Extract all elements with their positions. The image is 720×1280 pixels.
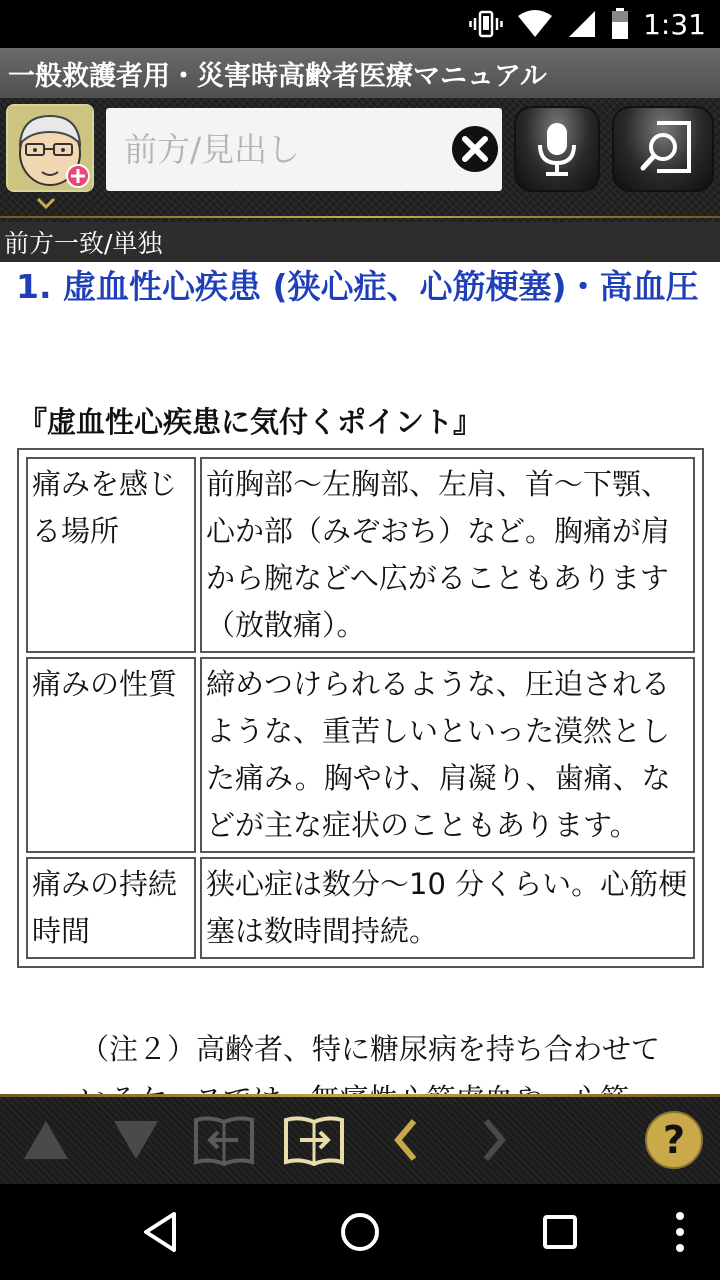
search-field[interactable] <box>106 108 502 191</box>
table-cell-value: 締めつけられるような、圧迫されるような、重苦しいといった漠然とした痛み。胸やけ、肩凝り、歯痛、などが主な症状のこともあります。 <box>200 657 695 853</box>
table-cell-label: 痛みの持続時間 <box>26 857 196 959</box>
article-note: （注２）高齢者、特に糖尿病を持ち合わせて <box>80 1032 661 1066</box>
forward-chevron-icon[interactable] <box>462 1108 526 1172</box>
doctor-avatar-icon[interactable] <box>6 104 94 192</box>
article-subheading: 『虚血性心疾患に気付くポイント』 <box>18 405 483 439</box>
table-cell-label: 痛みの性質 <box>26 657 196 853</box>
home-circle-icon[interactable] <box>330 1202 390 1262</box>
divider <box>0 1094 720 1097</box>
search-area <box>0 98 720 222</box>
system-nav-bar <box>0 1184 720 1280</box>
table-row <box>26 457 695 653</box>
search-input[interactable] <box>106 108 436 191</box>
find-in-page-button[interactable] <box>612 106 714 192</box>
battery-icon <box>611 8 629 40</box>
wifi-icon <box>517 9 553 39</box>
svg-text:?: ? <box>662 1118 686 1162</box>
divider <box>0 216 720 218</box>
down-arrow-icon[interactable] <box>104 1108 168 1172</box>
overflow-menu-icon[interactable] <box>650 1202 710 1262</box>
up-arrow-icon[interactable] <box>14 1108 78 1172</box>
article-content[interactable] <box>0 262 720 1094</box>
help-icon[interactable] <box>642 1108 706 1172</box>
chevron-down-icon[interactable] <box>36 196 56 210</box>
next-page-book-icon[interactable] <box>282 1108 346 1172</box>
signal-icon <box>567 9 597 39</box>
vibrate-icon <box>469 9 503 39</box>
search-mode-label[interactable]: 前方一致/単独 <box>0 222 720 262</box>
back-triangle-icon[interactable] <box>130 1202 190 1262</box>
table-cell-value: 前胸部〜左胸部、左肩、首〜下顎、心か部（みぞおち）など。胸痛が肩から腕などへ広がることもあります（放散痛）。 <box>200 457 695 653</box>
table-row <box>26 857 695 959</box>
app-title: 一般救護者用・災害時高齢者医療マニュアル <box>0 48 720 98</box>
table-cell-value: 狭心症は数分〜10 分くらい。心筋梗塞は数時間持続。 <box>200 857 695 959</box>
recents-square-icon[interactable] <box>530 1202 590 1262</box>
article-heading: 1. 虚血性心疾患 (狭心症、心筋梗塞)・高血圧 <box>16 267 699 306</box>
table-row <box>26 657 695 853</box>
search-page-icon <box>631 119 695 179</box>
back-chevron-icon[interactable] <box>374 1108 438 1172</box>
clear-icon[interactable] <box>450 124 500 174</box>
microphone-icon <box>532 119 582 179</box>
prev-page-book-icon[interactable] <box>192 1108 256 1172</box>
symptom-table <box>17 448 704 968</box>
bottom-toolbar <box>0 1094 720 1184</box>
table-cell-label: 痛みを感じる場所 <box>26 457 196 653</box>
status-time: 1:31 <box>643 7 706 41</box>
microphone-button[interactable] <box>514 106 600 192</box>
status-bar <box>0 0 720 48</box>
